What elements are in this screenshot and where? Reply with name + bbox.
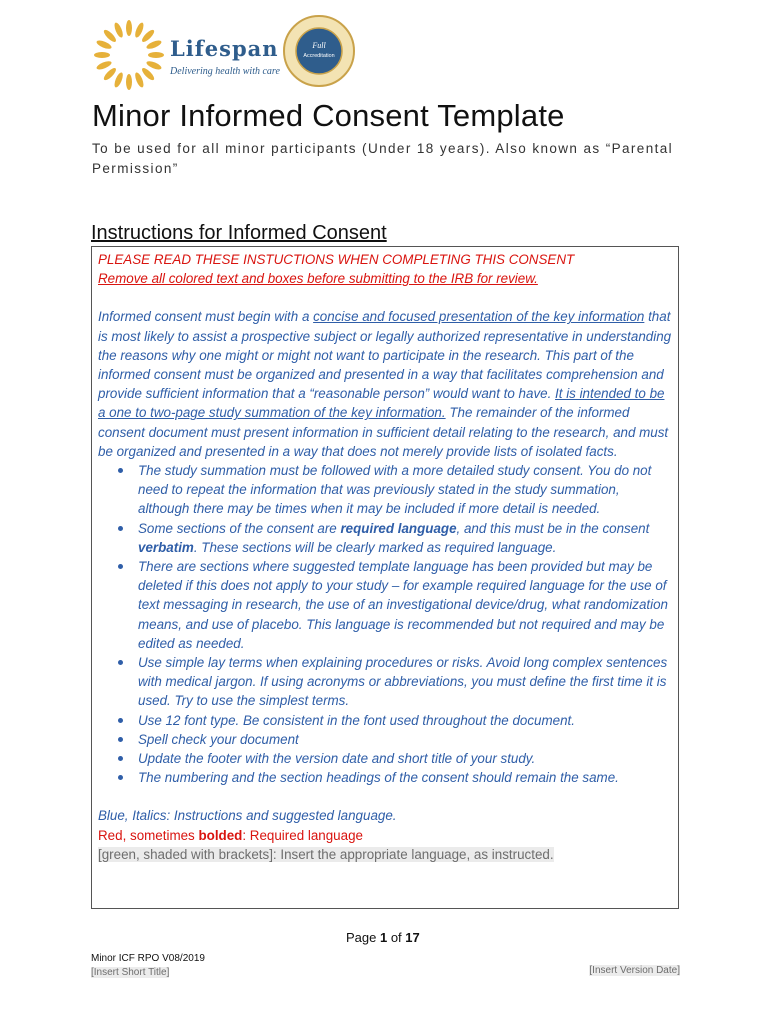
list-item: Use 12 font type. Be consistent in the font used throughout the document. <box>138 711 674 730</box>
instructions-heading: Instructions for Informed Consent <box>91 222 387 244</box>
bullet-icon <box>118 660 123 665</box>
legend-red: Red, sometimes bolded: Required language <box>98 827 363 843</box>
brand-tagline: Delivering health with care <box>170 66 280 77</box>
list-item: Update the footer with the version date and short title of your study. <box>138 749 674 768</box>
bullet-icon <box>118 775 123 780</box>
bullet-icon <box>118 526 123 531</box>
instructions-content <box>98 250 674 864</box>
seal-text-accreditation: Accreditation <box>303 53 335 59</box>
footer-right <box>589 965 680 976</box>
list-item: The study summation must be followed with a more detailed study consent. You do not need to repeat the information that was previously stated in the study summation, although there may be times when it may be included if more detail is needed. <box>138 461 674 519</box>
instruction-bullet-list <box>98 461 674 787</box>
page-title: Minor Informed Consent Template <box>92 98 565 133</box>
bullet-icon <box>118 737 123 742</box>
list-item: The numbering and the section headings of the consent should remain the same. <box>138 768 674 787</box>
page-number: Page 1 of 17 <box>346 930 420 945</box>
instruction-remove-note: Remove all colored text and boxes before submitting to the IRB for review. <box>98 271 538 287</box>
bullet-icon <box>118 756 123 761</box>
version-code: Minor ICF RPO V08/2019 <box>91 953 205 964</box>
instruction-paragraph: Informed consent must begin with a concise and focused presentation of the key information that is most likely to assist a prospective subject or legally authorized representative in understanding the reasons why one might or might not want to participate in the research. This part of the informed consent must be organized and presented in a way that facilitates comprehension and provide sufficient information that a “reasonable person” would want to have. It is intended to be a one to two-page study summation of the key information. The remainder of the informed consent document must present information in sufficient detail relating to the research, and must be organized and presented in a way that does not merely provide lists of isolated facts. <box>98 309 672 459</box>
instruction-warning: PLEASE READ THESE INSTUCTIONS WHEN COMPLETING THIS CONSENT <box>98 252 575 267</box>
bullet-icon <box>118 718 123 723</box>
seal-text-full: Full <box>312 41 326 50</box>
footer-left <box>91 952 205 980</box>
list-item: Spell check your document <box>138 730 674 749</box>
version-date-placeholder: [Insert Version Date] <box>589 965 680 976</box>
accreditation-seal-icon <box>282 14 356 88</box>
list-item: There are sections where suggested template language has been provided but may be deleted if this does not apply to your study – for example required language for the use of text messaging in research, the use of an investigational device/drug, what randomization means, and use of placebo. This language is recommended but not required and may be edited as needed. <box>138 557 674 653</box>
instructions-box <box>91 246 679 909</box>
list-item: Some sections of the consent are required language, and this must be in the consent verbatim. These sections will be clearly marked as required language. <box>138 519 674 557</box>
list-item: Use simple lay terms when explaining procedures or risks. Avoid long complex sentences with medical jargon. If using acronyms or abbreviations, you must define the first time it is used. Try to use the simplest terms. <box>138 653 674 711</box>
page-subtitle: To be used for all minor participants (Under 18 years). Also known as “Parental Permission” <box>92 141 674 176</box>
lifespan-sun-logo-icon <box>92 18 166 92</box>
legend-green: [green, shaded with brackets]: Insert the appropriate language, as instructed. <box>98 846 554 862</box>
bullet-icon <box>118 468 123 473</box>
brand-name: Lifespan <box>170 36 279 61</box>
bullet-icon <box>118 564 123 569</box>
short-title-placeholder: [Insert Short Title] <box>91 967 170 978</box>
legend-blue: Blue, Italics: Instructions and suggested language. <box>98 808 397 824</box>
